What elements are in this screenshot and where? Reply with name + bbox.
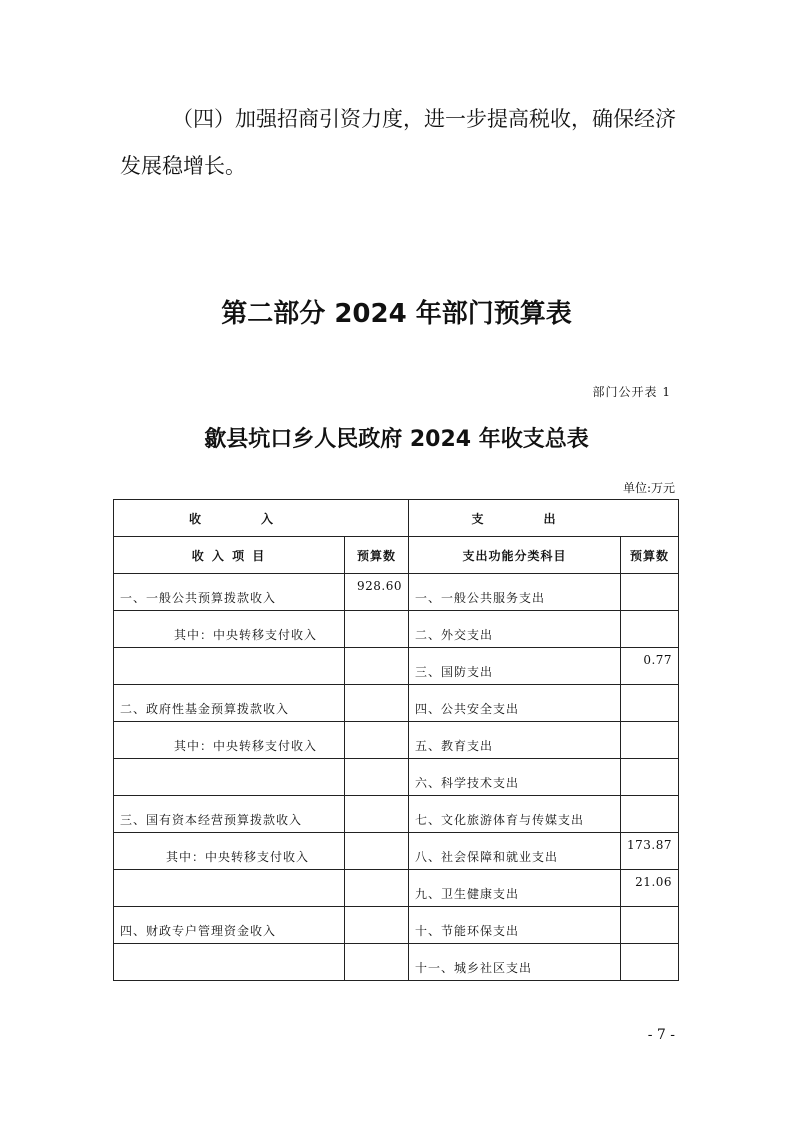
expense-amount	[621, 611, 679, 648]
expense-item: 一、一般公共服务支出	[409, 574, 621, 611]
income-item: 三、国有资本经营预算拨款收入	[114, 796, 345, 833]
table-row	[114, 796, 679, 833]
income-item: 其中：中央转移支付收入	[114, 611, 345, 648]
income-amount-header: 预算数	[345, 537, 409, 574]
expense-item: 十、节能环保支出	[409, 907, 621, 944]
expense-item: 八、社会保障和就业支出	[409, 833, 621, 870]
income-item	[114, 648, 345, 685]
income-item: 四、财政专户管理资金收入	[114, 907, 345, 944]
page-number: - 7 -	[647, 1027, 675, 1043]
expense-amount	[621, 944, 679, 981]
income-item: 其中：中央转移支付收入	[114, 833, 345, 870]
expense-amount	[621, 759, 679, 796]
table-row	[114, 833, 679, 870]
unit-label: 单位:万元	[622, 481, 675, 495]
expense-amount	[621, 907, 679, 944]
income-item	[114, 944, 345, 981]
expense-item: 十一、城乡社区支出	[409, 944, 621, 981]
income-item: 其中：中央转移支付收入	[114, 722, 345, 759]
expense-item: 七、文化旅游体育与传媒支出	[409, 796, 621, 833]
intro-first-line: （四）加强招商引资力度，进一步提高税收，确保经济	[172, 107, 676, 131]
income-amount	[345, 685, 409, 722]
budget-table	[113, 499, 679, 981]
expense-amount	[621, 574, 679, 611]
expense-amount-header: 预算数	[621, 537, 679, 574]
table-row	[114, 907, 679, 944]
expense-item: 三、国防支出	[409, 648, 621, 685]
expense-item: 五、教育支出	[409, 722, 621, 759]
income-group-header: 收入	[114, 500, 409, 537]
income-item-header: 收 入 项 目	[114, 537, 345, 574]
table-row	[114, 648, 679, 685]
intro-paragraph	[120, 96, 676, 190]
part-title: 第二部分 2024 年部门预算表	[221, 299, 572, 329]
expense-item: 四、公共安全支出	[409, 685, 621, 722]
income-amount	[345, 796, 409, 833]
expense-amount	[621, 796, 679, 833]
expense-amount	[621, 685, 679, 722]
table-number: 部门公开表 1	[592, 385, 671, 399]
table-row	[114, 574, 679, 611]
expense-amount: 21.06	[621, 870, 679, 907]
table-group-header-row	[114, 500, 679, 537]
intro-rest-line: 发展稳增长。	[120, 154, 246, 178]
income-amount	[345, 759, 409, 796]
income-item	[114, 759, 345, 796]
income-amount	[345, 944, 409, 981]
expense-amount	[621, 722, 679, 759]
income-amount	[345, 907, 409, 944]
table-title: 歙县坑口乡人民政府 2024 年收支总表	[204, 427, 589, 452]
expense-amount: 0.77	[621, 648, 679, 685]
table-row	[114, 685, 679, 722]
expense-item-header: 支出功能分类科目	[409, 537, 621, 574]
expense-item: 九、卫生健康支出	[409, 870, 621, 907]
income-amount	[345, 611, 409, 648]
income-amount	[345, 722, 409, 759]
expense-item: 二、外交支出	[409, 611, 621, 648]
income-item: 二、政府性基金预算拨款收入	[114, 685, 345, 722]
income-item: 一、一般公共预算拨款收入	[114, 574, 345, 611]
table-row	[114, 870, 679, 907]
table-column-header-row	[114, 537, 679, 574]
income-amount	[345, 833, 409, 870]
table-row	[114, 944, 679, 981]
income-amount: 928.60	[345, 574, 409, 611]
income-item	[114, 870, 345, 907]
expense-group-header: 支出	[409, 500, 679, 537]
table-row	[114, 611, 679, 648]
expense-item: 六、科学技术支出	[409, 759, 621, 796]
expense-amount: 173.87	[621, 833, 679, 870]
income-amount	[345, 870, 409, 907]
income-amount	[345, 648, 409, 685]
table-row	[114, 722, 679, 759]
table-row	[114, 759, 679, 796]
